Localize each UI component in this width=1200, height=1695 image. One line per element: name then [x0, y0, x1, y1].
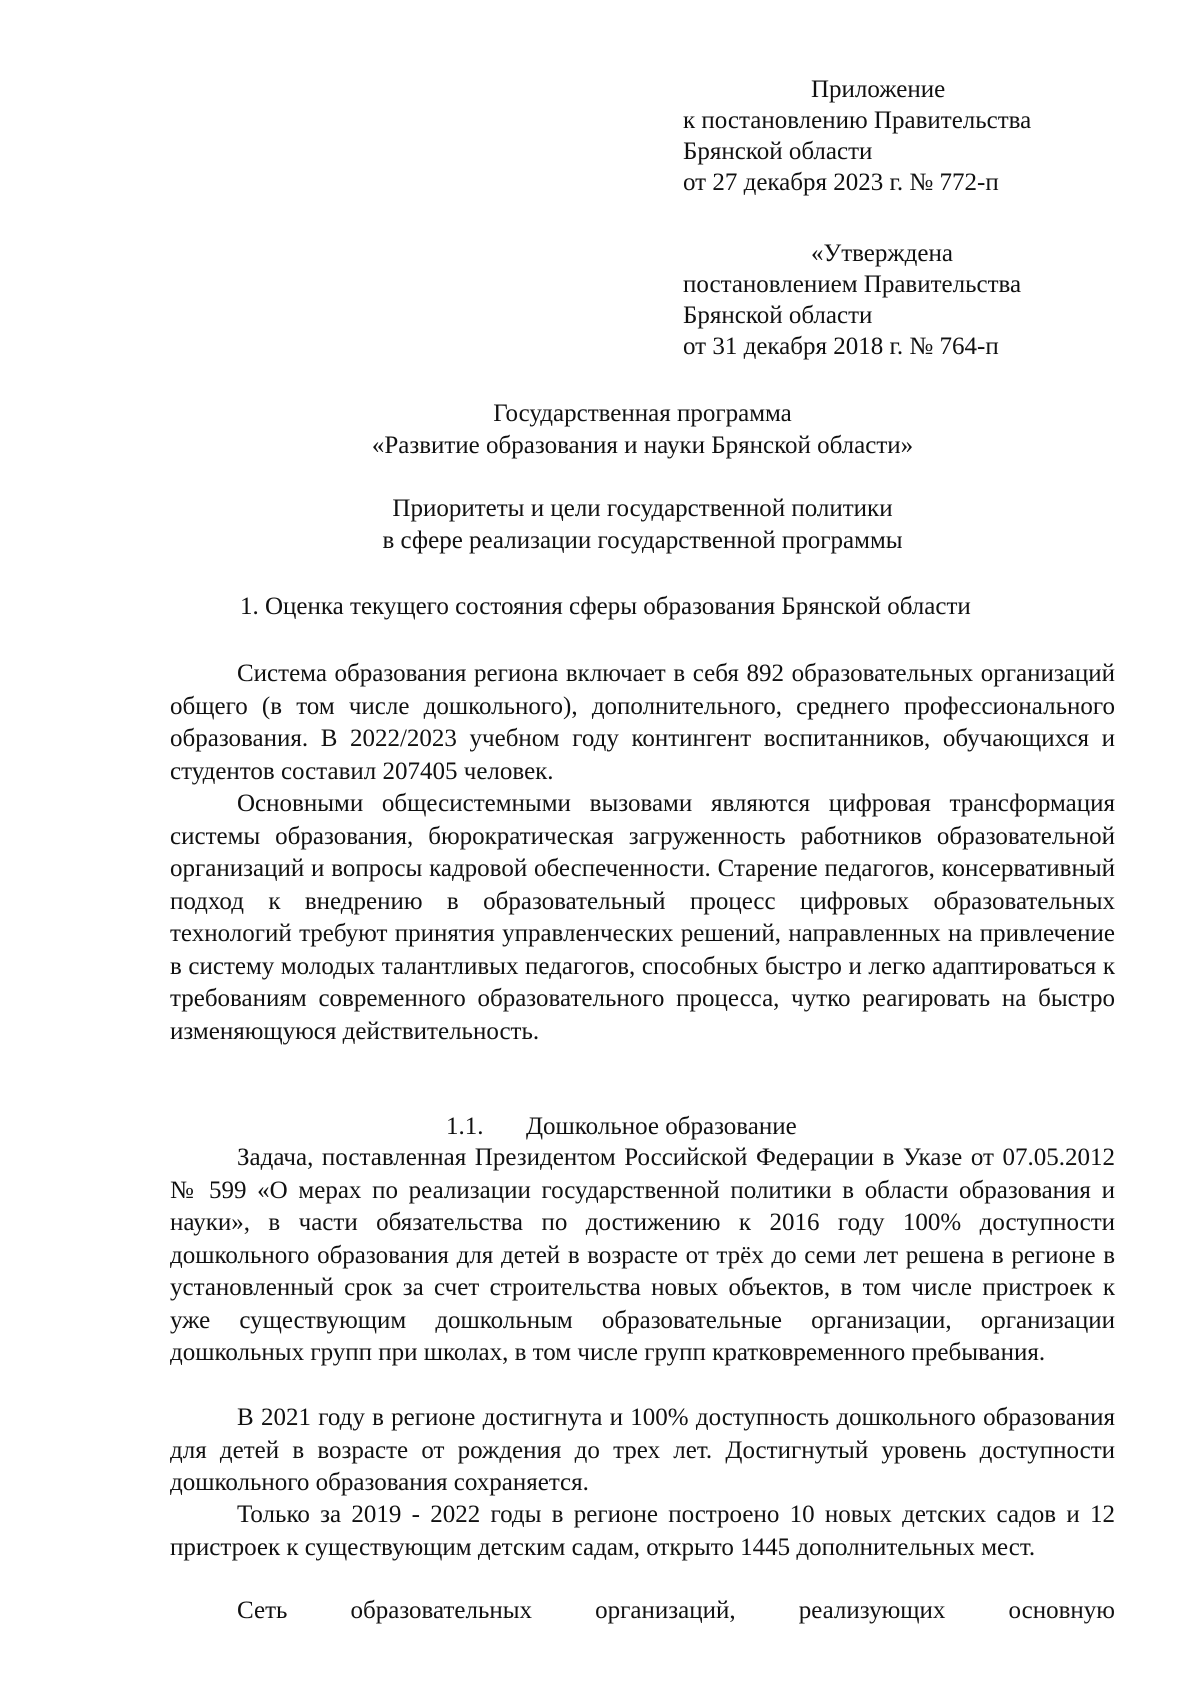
appendix-line: Брянской области [683, 138, 873, 165]
priorities-title [170, 493, 1115, 557]
section-1-paragraph: Основными общесистемными вызовами являются цифровая трансформация системы образования, бюрократическая загруженность работников образовательной организаций и вопросы кадровой обеспеченности. Старение педагогов, консервативный подход к внедрению в образовательный процесс цифровых образовательных технологий требуют принятия управленческих решений, направленных на привлечение в систему молодых талантливых педагогов, способных быстро и легко адаптироваться к требованиям современного образовательного процесса, чутко реагировать на быстро изменяющуюся действительность. [170, 790, 1115, 1045]
section-title: Дошкольное образование [526, 1113, 797, 1140]
appendix-date: от 27 декабря 2023 г. № 772-п [683, 169, 999, 196]
section-1-heading: 1. Оценка текущего состояния сферы образования Брянской области [240, 593, 971, 620]
approved-title: «Утверждена [811, 240, 953, 267]
approved-line: Брянской области [683, 302, 873, 329]
program-title [170, 398, 1115, 462]
program-name: «Развитие образования и науки Брянской области» [371, 432, 914, 459]
approved-block [683, 238, 1021, 362]
approved-date: от 31 декабря 2018 г. № 764-п [683, 333, 999, 360]
section-1-1-paragraph: Задача, поставленная Президентом Российской Федерации в Указе от 07.05.2012 № 599 «О мерах по реализации государственной политики в области образования и науки», в части обязательства по достижению к 2016 году 100% доступности дошкольного образования для детей в возрасте от трёх до семи лет решена в регионе в установленный срок за счет строительства новых объектов, в том числе пристроек к уже существующим дошкольным образовательные организации, организации дошкольных групп при школах, в том числе групп кратковременного пребывания. [170, 1144, 1115, 1366]
section-1-1-paragraph: Сеть образовательных организаций, реализующих основную [237, 1597, 1115, 1624]
section-1-1-paragraph: Только за 2019 - 2022 годы в регионе построено 10 новых детских садов и 12 пристроек к существующим детским садам, открыто 1445 дополнительных мест. [170, 1501, 1115, 1561]
appendix-line: к постановлению Правительства [683, 107, 1032, 134]
priorities-title-line: Приоритеты и цели государственной политики [392, 495, 893, 522]
appendix-block [683, 74, 1031, 198]
approved-line: постановлением Правительства [683, 271, 1022, 298]
program-title-line: Государственная программа [493, 400, 792, 427]
appendix-title: Приложение [811, 76, 946, 103]
priorities-title-line: в сфере реализации государственной программы [382, 527, 903, 554]
section-1-paragraph: Система образования региона включает в себя 892 образовательных организаций общего (в том числе дошкольного), дополнительного, среднего профессионального образования. В 2022/2023 учебном году контингент воспитанников, обучающихся и студентов составил 207405 человек. [170, 660, 1115, 785]
section-number: 1.1. [446, 1113, 484, 1140]
section-1-1-paragraph: В 2021 году в регионе достигнута и 100% доступность дошкольного образования для детей в возрасте от рождения до трех лет. Достигнутый уровень доступности дошкольного образования сохраняется. [170, 1404, 1115, 1496]
section-1-1-heading [446, 1111, 797, 1143]
